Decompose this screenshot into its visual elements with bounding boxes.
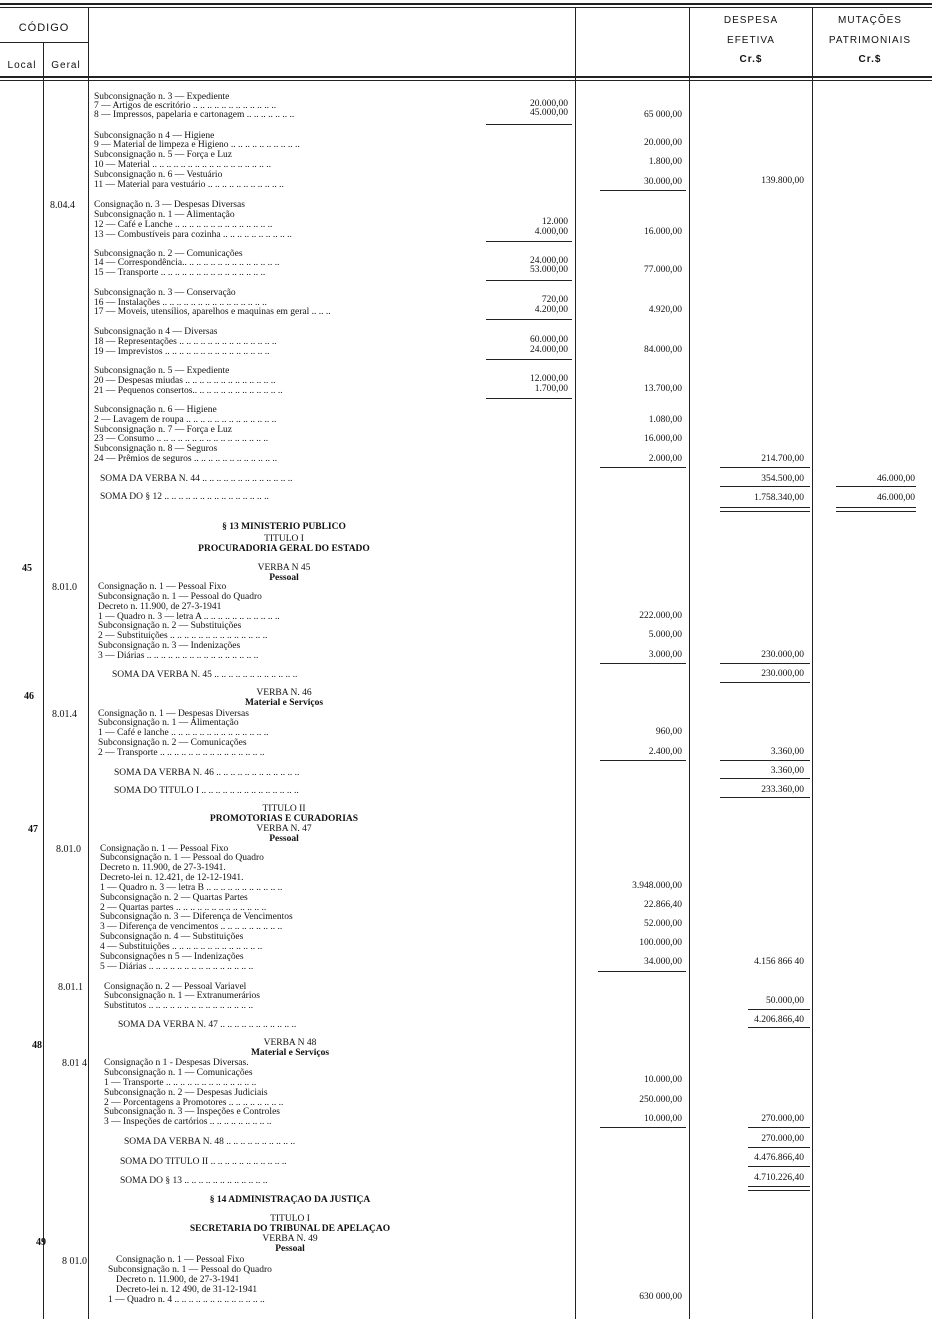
line: Subconsignação n. 8 — Seguros (94, 444, 218, 454)
amount: 16.000,00 (644, 227, 682, 237)
amount: 16.000,00 (644, 434, 682, 444)
amount: 5.000,00 (648, 630, 682, 640)
amount: 2.400,00 (648, 747, 682, 757)
line: 1 — Transporte .. .. .. .. .. .. .. .. .. .. .. .. .. (104, 1078, 257, 1088)
line: Subconsignação n. 1 — Comunicações (104, 1068, 253, 1078)
codigo-header: CÓDIGO (18, 22, 70, 34)
geral-code-6: 8.01 4 (62, 1058, 87, 1069)
line: Subconsignações n 5 — Indenizações (100, 952, 244, 962)
line: Subconsignação n. 1 — Alimentação (98, 718, 239, 728)
amount: 230.000,00 (761, 669, 804, 679)
subtotal-rule (486, 124, 572, 125)
line: VERBA N 45 (257, 563, 311, 573)
section-heading: § 13 MINISTÉRIO PÚBLICO (222, 522, 346, 532)
col-line-c3 (812, 8, 813, 1319)
subtotal-rule (486, 241, 572, 242)
total-rule (836, 507, 916, 508)
line: VERBA N 48 (263, 1038, 317, 1048)
line: Subconsignação n. 5 — Expediente (94, 366, 230, 376)
amount: 3.948.000,00 (632, 881, 682, 891)
amount: 84.000,00 (644, 345, 682, 355)
geral-code-5: 8.01.1 (58, 982, 83, 993)
total-rule (720, 511, 810, 512)
line: 4 — Substituições .. .. .. .. .. .. .. .. .. .. .. .. .. (100, 942, 263, 952)
amount: 4.920,00 (648, 305, 682, 315)
subtotal-rule (600, 190, 686, 191)
amount: 20.000,00 (644, 138, 682, 148)
line: Decreto-lei n. 12.421, de 12-12-1941. (100, 873, 244, 883)
subtotal-rule (720, 682, 810, 683)
amount: 250.000,00 (639, 1095, 682, 1105)
amount: 3.360,00 (770, 747, 804, 757)
amount: 10.000,00 (644, 1075, 682, 1085)
line: 12 — Café e Lanche .. .. .. .. .. .. .. .. .. .. .. .. .. .. (94, 220, 273, 230)
line: 13 — Combustíveis para cozinha .. .. .. .. .. .. .. .. .. .. (94, 230, 292, 240)
line: 10 — Material .. .. .. .. .. .. .. .. .. .. .. .. .. .. .. .. .. (94, 160, 272, 170)
line: 1 — Café e lanche .. .. .. .. .. .. .. .. .. .. .. .. .. .. (98, 728, 269, 738)
subtotal-rule (748, 1147, 810, 1148)
section-heading: § 14 ADMINISTRAÇÃO DA JUSTIÇA (209, 1195, 371, 1205)
line: SOMA DO § 12 .. .. .. .. .. .. .. .. .. .. .. .. .. .. .. (100, 492, 269, 502)
mutacoes-header-1: MUTAÇÕES (838, 15, 902, 26)
total-rule (748, 1190, 810, 1191)
amount: 139.800,00 (761, 176, 804, 186)
amount: 34.000,00 (644, 957, 682, 967)
line: PROCURADORIA GERAL DO ESTADO (198, 544, 370, 554)
line: 14 — Correspondência.. .. .. .. .. .. .. .. .. .. .. .. .. .. (94, 258, 280, 268)
mutacoes-header-2: PATRIMONIAIS (828, 35, 912, 46)
amount: 20.000,00 (530, 99, 568, 109)
line: Subconsignação n. 3 — Indenizações (98, 641, 241, 651)
line: TÍTULO I (270, 1214, 310, 1224)
line: Subconsignação n. 2 — Comunicações (98, 738, 247, 748)
line: 1 — Quadro n. 3 — letra A .. .. .. .. .. .. .. .. .. .. .. (98, 612, 280, 622)
line: TÍTULO II (262, 804, 306, 814)
line: Subconsignação n. 2 — Despesas Judiciais (104, 1088, 268, 1098)
line: Material e Serviços (250, 1048, 330, 1058)
total-rule (836, 511, 916, 512)
subtotal-rule (748, 1027, 810, 1028)
top-rule (0, 3, 932, 5)
amount: 50.000,00 (766, 996, 804, 1006)
amount: 24.000,00 (530, 345, 568, 355)
header-bottom-rule (0, 76, 932, 78)
line: Consignação n. 2 — Pessoal Variavel (104, 982, 247, 992)
col-line-c2 (689, 8, 690, 1319)
line: SOMA DA VERBA N. 44 .. .. .. .. .. .. .. .. .. .. .. .. .. (100, 474, 293, 484)
amount: 46.000,00 (877, 493, 915, 503)
col-line-local (43, 42, 44, 1319)
line: Pessoal (269, 834, 299, 844)
subtotal-rule (600, 663, 686, 664)
line: 2 — Porcentagens a Promotores .. .. .. .. .. .. .. .. (104, 1098, 284, 1108)
amount: 60.000,00 (530, 335, 568, 345)
geral-code-3: 8.01.4 (52, 709, 77, 720)
subtotal-rule (720, 467, 810, 468)
amount: 630 000,00 (639, 1292, 682, 1302)
line: 1 — Quadro n. 3 — letra B .. .. .. .. .. .. .. .. .. .. .. (100, 883, 283, 893)
line: Consignação n. 1 — Pessoal Fixo (100, 844, 229, 854)
line: SECRETARIA DO TRIBUNAL DE APELAÇAO (189, 1224, 391, 1234)
amount: 22.866,40 (644, 900, 682, 910)
line: SOMA DA VERBA N. 48 .. .. .. .. .. .. .. .. .. .. (124, 1137, 296, 1147)
line: VERBA N. 46 (256, 688, 312, 698)
subtotal-rule (720, 663, 810, 664)
subtotal-rule (600, 760, 686, 761)
line: VERBA N. 49 (262, 1234, 318, 1244)
amount: 214.700,00 (761, 454, 804, 464)
amount: 4.000,00 (534, 227, 568, 237)
line: Subconsignação n. 7 — Força e Luz (94, 425, 232, 435)
local-code-48: 48 (32, 1040, 42, 1051)
line: SOMA DA VERBA N. 46 .. .. .. .. .. .. .. .. .. .. .. .. (114, 768, 300, 778)
amount: 30.000,00 (644, 177, 682, 187)
amount: 4.206.866,40 (754, 1015, 804, 1025)
line: 3 — Inspeções de cartórios .. .. .. .. .. .. .. .. .. (104, 1117, 272, 1127)
line: SOMA DO TÍTULO I .. .. .. .. .. .. .. .. .. .. .. .. .. .. (114, 786, 299, 796)
despesa-unit: Cr.$ (739, 54, 763, 65)
amount: 77.000,00 (644, 265, 682, 275)
col-line-geral (88, 8, 89, 1319)
amount: 53.000,00 (530, 265, 568, 275)
col-line-c1 (575, 8, 576, 1319)
subtotal-rule (486, 319, 572, 320)
subtotal-rule (720, 486, 810, 487)
line: Subconsignação n. 3 — Conservação (94, 288, 236, 298)
line: Decreto n. 11.900, de 27-3-1941. (100, 863, 226, 873)
amount: 65 000,00 (644, 110, 682, 120)
amount: 4.200,00 (534, 305, 568, 315)
amount: 230.000,00 (761, 650, 804, 660)
line: 5 — Diárias .. .. .. .. .. .. .. .. .. .. .. .. .. .. .. (100, 962, 254, 972)
subtotal-rule (600, 467, 686, 468)
line: Subconsignação n. 4 — Substituições (100, 932, 244, 942)
geral-code-1: 8.04.4 (50, 200, 75, 211)
subtotal-rule (486, 280, 572, 281)
line: Material e Serviços (244, 698, 324, 708)
line: Subconsignação n. 2 — Quartas Partes (100, 893, 248, 903)
local-code-49: 49 (36, 1237, 46, 1248)
local-code-47: 47 (28, 824, 38, 835)
line: Consignação n. 1 — Pessoal Fixo (116, 1255, 245, 1265)
line: Subconsignação n. 3 — Expediente (94, 92, 230, 102)
line: 19 — Imprevistos .. .. .. .. .. .. .. .. .. .. .. .. .. .. .. (94, 347, 270, 357)
total-rule (748, 1186, 810, 1187)
line: 24 — Prêmios de seguros .. .. .. .. .. .. .. .. .. .. .. .. (94, 454, 278, 464)
amount: 2.000,00 (648, 454, 682, 464)
geral-code-2: 8.01.0 (52, 582, 77, 593)
line: Subconsignação n. 1 — Pessoal do Quadro (98, 592, 262, 602)
line: Subconsignação n 4 — Higiene (94, 131, 215, 141)
line: 15 — Transporte .. .. .. .. .. .. .. .. .. .. .. .. .. .. .. (94, 268, 266, 278)
amount: 1.800,00 (648, 157, 682, 167)
line: 23 — Consumo .. .. .. .. .. .. .. .. .. .. .. .. .. .. .. .. (94, 434, 269, 444)
line: Consignação n. 3 — Despesas Diversas (94, 200, 245, 210)
subtotal-rule (748, 1166, 810, 1167)
line: SOMA DO TÍTULO II .. .. .. .. .. .. .. .. .. .. .. (120, 1157, 287, 1167)
amount: 4.710.226,40 (754, 1173, 804, 1183)
line: 11 — Material para vestuário .. .. .. .. .. .. .. .. .. .. .. (94, 180, 284, 190)
subtotal-rule (720, 797, 810, 798)
despesa-header-1: DESPESA (723, 15, 779, 26)
subtotal-rule (486, 359, 572, 360)
line: Subconsignação n. 2 — Substituições (98, 621, 242, 631)
line: Subconsignação n. 5 — Força e Luz (94, 150, 232, 160)
line: Pessoal (269, 573, 299, 583)
subtotal-rule (748, 1009, 810, 1010)
line: Subconsignação n 4 — Diversas (94, 327, 218, 337)
line: Subconsignação n. 6 — Higiene (94, 405, 217, 415)
geral-code-4: 8.01.0 (56, 844, 81, 855)
amount: 12.000,00 (530, 374, 568, 384)
line: Pessoal (275, 1244, 305, 1254)
subtotal-rule (720, 760, 810, 761)
amount: 52.000,00 (644, 919, 682, 929)
amount: 24.000,00 (530, 256, 568, 266)
amount: 1.080,00 (648, 415, 682, 425)
amount: 12.000 (541, 217, 568, 227)
amount: 100.000,00 (639, 938, 682, 948)
header-bottom-rule-2 (0, 80, 932, 81)
local-code-46: 46 (24, 691, 34, 702)
line: 2 — Quartas partes .. .. .. .. .. .. .. .. .. .. .. .. .. (100, 903, 267, 913)
line: 1 — Quadro n. 4 .. .. .. .. .. .. .. .. .. .. .. .. .. (108, 1295, 265, 1305)
line: Consignação n. 1 — Despesas Diversas (98, 709, 249, 719)
subtotal-rule (720, 778, 810, 779)
subtotal-rule (486, 398, 572, 399)
top-rule-2 (0, 7, 932, 8)
amount: 960,00 (655, 727, 682, 737)
amount: 3.000,00 (648, 650, 682, 660)
amount: 1.700,00 (534, 384, 568, 394)
amount: 354.500,00 (761, 474, 804, 484)
amount: 46.000,00 (877, 474, 915, 484)
local-header: Local (7, 60, 37, 71)
header-divider (0, 42, 88, 43)
geral-code-7: 8 01.0 (62, 1256, 87, 1267)
subtotal-rule (598, 971, 686, 972)
mutacoes-unit: Cr.$ (858, 54, 882, 65)
line: Subconsignação n. 1 — Pessoal do Quadro (100, 853, 264, 863)
line: Subconsignação n. 1 — Pessoal do Quadro (108, 1265, 272, 1275)
amount: 270.000,00 (761, 1114, 804, 1124)
amount: 270.000,00 (761, 1134, 804, 1144)
line: Substitutos .. .. .. .. .. .. .. .. .. .. .. .. .. .. .. (104, 1001, 254, 1011)
line: 3 — Diferença de vencimentos .. .. .. .. .. .. .. .. .. (100, 922, 283, 932)
line: Subconsignação n. 2 — Comunicações (94, 249, 243, 259)
line: 2 — Substituições .. .. .. .. .. .. .. .. .. .. .. .. .. .. (98, 631, 268, 641)
line: Decreto n. 11.900, de 27-3-1941 (98, 602, 222, 612)
amount: 4.156 866 40 (754, 957, 804, 967)
line: 2 — Lavagem de roupa .. .. .. .. .. .. .. .. .. .. .. .. .. (94, 415, 277, 425)
line: SOMA DO § 13 .. .. .. .. .. .. .. .. .. .. .. .. (120, 1176, 268, 1186)
line: 2 — Transporte .. .. .. .. .. .. .. .. .. .. .. .. .. .. .. (98, 748, 265, 758)
despesa-header-2: EFETIVA (727, 35, 775, 46)
subtotal-rule (600, 1127, 686, 1128)
local-code-45: 45 (22, 563, 32, 574)
amount: 720,00 (541, 295, 568, 305)
line: 3 — Diárias .. .. .. .. .. .. .. .. .. .. .. .. .. .. .. .. (98, 651, 259, 661)
amount: 13.700,00 (644, 384, 682, 394)
line: 16 — Instalações .. .. .. .. .. .. .. .. .. .. .. .. .. .. .. (94, 298, 267, 308)
subtotal-rule (748, 1127, 810, 1128)
line: 9 — Material de limpeza e Higieno .. .. .. .. .. .. .. .. .. .. (94, 140, 300, 150)
amount: 233.360,00 (761, 785, 804, 795)
line: Consignação n 1 - Despesas Diversas. (104, 1058, 249, 1068)
line: Decreto n. 11.900, de 27-3-1941 (116, 1275, 240, 1285)
line: Consignação n. 1 — Pessoal Fixo (98, 582, 227, 592)
line: Subconsignação n. 3 — Inspeções e Controles (104, 1107, 280, 1117)
amount: 4.476.866,40 (754, 1153, 804, 1163)
line: Subconsignação n. 1 — Extranumerários (104, 991, 260, 1001)
line: 7 — Artigos de escritório .. .. .. .. .. .. .. .. .. .. .. .. (94, 101, 277, 111)
line: 20 — Despesas miudas .. .. .. .. .. .. .. .. .. .. .. .. .. (94, 376, 276, 386)
total-rule (720, 507, 810, 508)
amount: 45.000,00 (530, 108, 568, 118)
line: 17 — Moveis, utensílios, aparelhos e maquinas em geral .. .. .. (94, 307, 331, 317)
line: 18 — Representações .. .. .. .. .. .. .. .. .. .. .. .. .. .. (94, 337, 277, 347)
line: Subconsignação n. 3 — Diferença de Vencimentos (100, 912, 293, 922)
line: VERBA N. 47 (256, 824, 312, 834)
amount: 1.758.340,00 (754, 493, 804, 503)
line: SOMA DA VERBA N. 47 .. .. .. .. .. .. .. .. .. .. .. (118, 1020, 297, 1030)
line: TÍTULO I (264, 534, 304, 544)
line: 8 — Impressos, papelaria e cartonagem .. .. .. .. .. .. .. (94, 110, 295, 120)
line: Subconsignação n. 6 — Vestuário (94, 170, 223, 180)
line: SOMA DA VERBA N. 45 .. .. .. .. .. .. .. .. .. .. .. .. (112, 670, 298, 680)
line: PROMOTORIAS E CURADORIAS (209, 814, 359, 824)
line: 21 — Pequenos consertos.. .. .. .. .. .. .. .. .. .. .. .. .. (94, 386, 283, 396)
geral-header: Geral (51, 60, 81, 71)
amount: 3.360,00 (770, 766, 804, 776)
amount: 10.000,00 (644, 1114, 682, 1124)
line: Subconsignação n. 1 — Alimentação (94, 210, 235, 220)
line: Decreto-lei n. 12 490, de 31-12-1941 (116, 1285, 258, 1295)
subtotal-rule (836, 486, 916, 487)
amount: 222.000,00 (639, 611, 682, 621)
